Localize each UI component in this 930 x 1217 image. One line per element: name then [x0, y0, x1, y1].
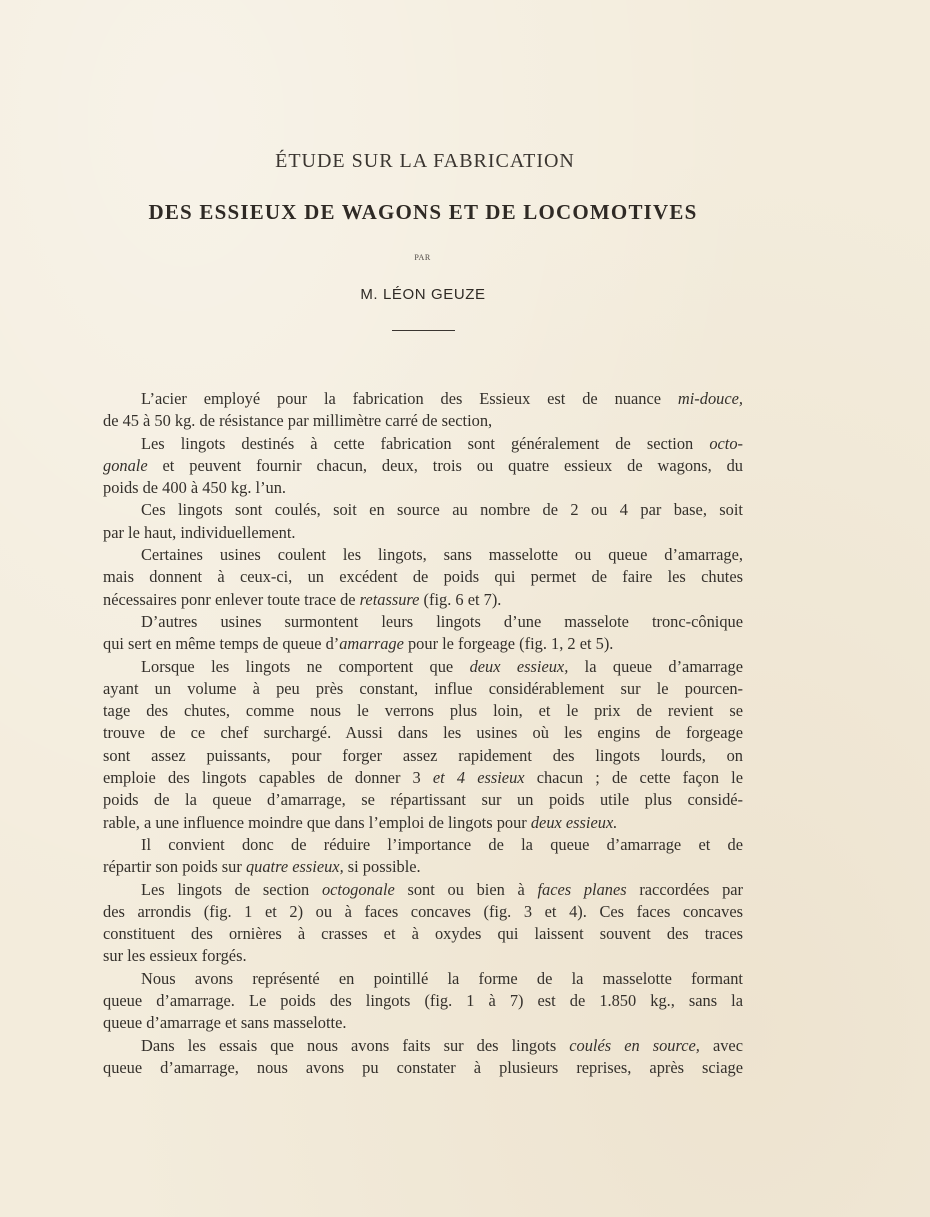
text-line	[103, 789, 743, 811]
text-run: D’autres usines surmontent leurs lingots d’une masselote tronc-cônique	[141, 611, 743, 631]
text-line	[103, 455, 743, 477]
text-line	[103, 522, 743, 544]
text-run: Nous avons représenté en pointillé la forme de la masselotte formant	[141, 968, 743, 988]
text-line	[103, 433, 743, 455]
italic-run: faces planes	[537, 879, 627, 899]
text-run: queue d’amarrage, nous avons pu constater à plusieurs reprises, après sciage	[103, 1057, 743, 1077]
text-run: répartir son poids sur	[103, 857, 246, 877]
text-line	[103, 834, 743, 856]
italic-run: deux essieux.	[530, 812, 618, 832]
title-line-1: ÉTUDE SUR LA FABRICATION	[275, 150, 575, 172]
text-line	[103, 1035, 743, 1057]
text-run: L’acier employé pour la fabrication des Essieux est de nuance	[141, 389, 678, 408]
text-run: pour le forgeage (fig. 1, 2 et 5).	[403, 634, 614, 654]
text-line	[103, 745, 743, 767]
italic-run: et 4 essieux	[432, 768, 525, 788]
text-line	[103, 611, 743, 633]
text-line	[103, 410, 743, 432]
title-divider	[392, 330, 455, 331]
text-run: et peuvent fournir chacun, deux, trois ou quatre essieux de wagons, du	[147, 455, 743, 475]
text-run: poids de 400 à 450 kg. l’un.	[103, 478, 287, 498]
text-line	[103, 544, 743, 566]
text-run: tage des chutes, comme nous le verrons plus loin, et le prix de revient se	[103, 701, 743, 721]
text-run: nécessaires ponr enlever toute trace de	[103, 589, 360, 609]
text-line	[103, 499, 743, 521]
italic-run: retassure	[359, 589, 420, 609]
italic-run: gonale	[103, 455, 148, 475]
text-run: queue d’amarrage et sans masselotte.	[103, 1013, 347, 1033]
text-line	[103, 923, 743, 945]
text-run: raccordées par	[626, 879, 743, 899]
text-line	[103, 812, 743, 834]
text-line	[103, 722, 743, 744]
text-line	[103, 477, 743, 499]
italic-run: quatre essieux,	[245, 857, 344, 877]
text-line	[103, 901, 743, 923]
text-run: Ces lingots sont coulés, soit en source au nombre de 2 ou 4 par base, soit	[141, 500, 743, 520]
text-run: sur les essieux forgés.	[103, 946, 247, 966]
text-run: Il convient donc de réduire l’importance de la queue d’amarrage et de	[141, 834, 743, 854]
author-name: M. LÉON GEUZE	[360, 286, 486, 303]
text-line	[103, 767, 743, 789]
text-run: sont ou bien à	[394, 879, 538, 899]
text-run: qui sert en même temps de queue d’	[103, 634, 340, 654]
text-line	[103, 856, 743, 878]
text-run: Les lingots destinés à cette fabrication sont généralement de section	[141, 433, 710, 453]
text-run: des arrondis (fig. 1 et 2) ou à faces concaves (fig. 3 et 4). Ces faces concaves	[103, 901, 743, 921]
text-run: Dans les essais que nous avons faits sur des lingots	[141, 1035, 570, 1055]
italic-run: octo-	[709, 433, 743, 453]
text-run: mais donnent à ceux-ci, un excédent de poids qui permet de faire les chutes	[103, 567, 743, 587]
text-run: si possible.	[343, 857, 421, 877]
text-run: trouve de ce chef surchargé. Aussi dans les usines où les engins de forgeage	[103, 723, 743, 743]
text-run: chacun ; de cette façon le	[524, 768, 744, 788]
par-label: PAR	[414, 253, 431, 262]
text-run: Les lingots de section	[141, 879, 322, 899]
text-line	[103, 968, 743, 990]
italic-run: octogonale	[321, 879, 395, 899]
title-line-2: DES ESSIEUX DE WAGONS ET DE LOCOMOTIVES	[148, 200, 698, 224]
italic-run: deux essieux,	[469, 656, 569, 676]
text-line	[103, 566, 743, 588]
text-line	[103, 700, 743, 722]
text-line	[103, 633, 743, 655]
text-run: ayant un volume à peu près constant, influe considérablement sur le pourcen-	[103, 678, 743, 698]
body-text	[103, 388, 743, 1079]
italic-run: amarrage	[339, 634, 404, 654]
text-run: emploie des lingots capables de donner 3	[103, 768, 433, 788]
text-line	[103, 656, 743, 678]
text-run: par le haut, individuellement.	[103, 522, 296, 542]
text-run: de 45 à 50 kg. de résistance par millimètre carré de section,	[103, 411, 493, 431]
text-line	[103, 1012, 743, 1034]
text-run: (fig. 6 et 7).	[419, 589, 502, 609]
text-line	[103, 678, 743, 700]
text-line	[103, 589, 743, 611]
text-run: Lorsque les lingots ne comportent que	[141, 656, 470, 676]
text-run: la queue d’amarrage	[568, 656, 744, 676]
text-run: queue d’amarrage. Le poids des lingots (fig. 1 à 7) est de 1.850 kg., sans la	[103, 991, 743, 1011]
italic-run: coulés en source,	[569, 1035, 700, 1055]
text-run: Certaines usines coulent les lingots, sans masselotte ou queue d’amarrage,	[141, 545, 743, 565]
text-line	[103, 945, 743, 967]
text-line	[103, 879, 743, 901]
text-run: poids de la queue d’amarrage, se répartissant sur un poids utile plus considé-	[103, 790, 743, 810]
text-run: rable, a une influence moindre que dans l’emploi de lingots pour	[103, 812, 531, 832]
text-run: constituent des ornières à crasses et à oxydes qui laissent souvent des traces	[103, 924, 743, 944]
text-line	[103, 388, 743, 410]
text-line	[103, 990, 743, 1012]
text-run: sont assez puissants, pour forger assez rapidement des lingots lourds, on	[103, 745, 743, 765]
text-run: avec	[699, 1035, 743, 1055]
italic-run: mi-douce,	[677, 389, 743, 408]
text-line	[103, 1057, 743, 1079]
